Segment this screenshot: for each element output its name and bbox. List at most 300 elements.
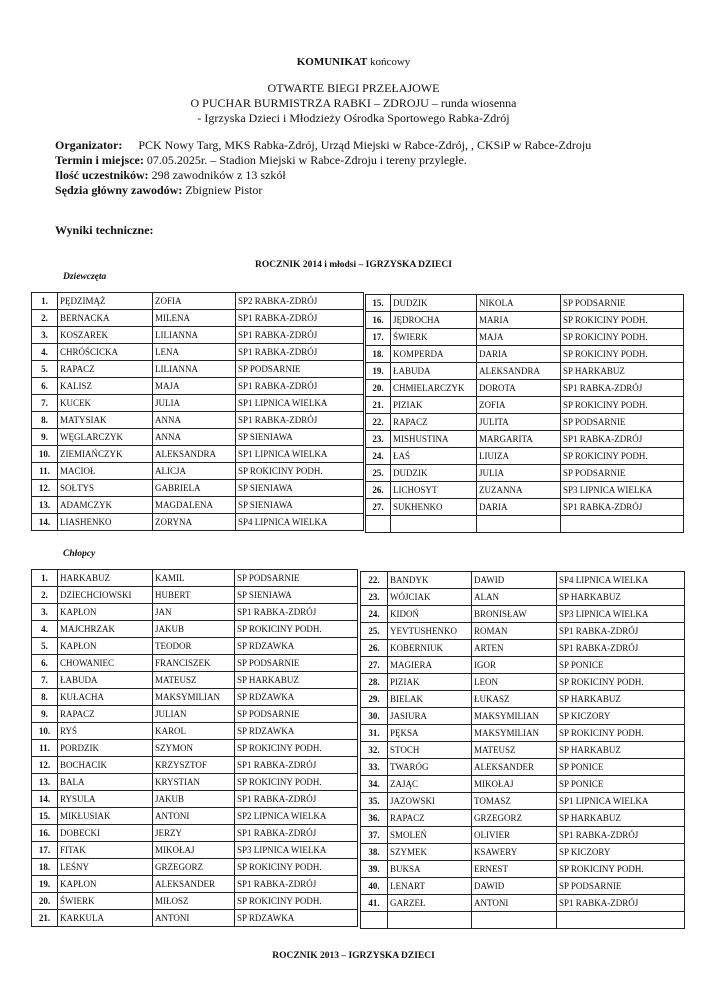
firstname-cell: ANTONI — [153, 808, 235, 825]
firstname-cell: ALEKSANDER — [153, 876, 235, 893]
table-row — [366, 329, 684, 346]
surname-cell: PORDZIK — [58, 740, 153, 757]
school-cell: SP3 LIPNICA WIELKA — [561, 482, 684, 499]
school-cell: SP HARKABUZ — [557, 810, 685, 827]
place-cell: 1. — [32, 570, 58, 587]
firstname-cell: MIKOŁAJ — [472, 776, 557, 793]
table-row — [366, 414, 684, 431]
place-cell: 24. — [366, 448, 391, 465]
firstname-cell: MATEUSZ — [153, 672, 235, 689]
school-cell: SP3 LIPNICA WIELKA — [557, 606, 685, 623]
table-row — [32, 327, 364, 344]
place-cell: 41. — [361, 895, 388, 912]
surname-cell: ŁAŚ — [391, 448, 477, 465]
school-cell: SP ROKICINY PODH. — [557, 674, 685, 691]
surname-cell: ŁABUDA — [58, 672, 153, 689]
table-row — [361, 623, 685, 640]
table-row — [361, 827, 685, 844]
table-row — [32, 514, 364, 531]
place-cell: 12. — [32, 757, 58, 774]
school-cell: SP1 RABKA-ZDRÓJ — [236, 412, 364, 429]
firstname-cell: ALEKSANDER — [472, 759, 557, 776]
table-row — [361, 572, 685, 589]
place-cell: 31. — [361, 725, 388, 742]
place-cell: 10. — [32, 723, 58, 740]
place-cell: 12. — [32, 480, 58, 497]
place-cell: 38. — [361, 844, 388, 861]
surname-cell: PIZIAK — [391, 397, 477, 414]
event-line-1: OTWARTE BIEGI PRZEŁAJOWE — [267, 81, 440, 95]
place-cell: 14. — [32, 791, 58, 808]
school-cell: SP PODSARNIE — [557, 878, 685, 895]
table-row — [32, 706, 358, 723]
school-cell: SP1 RABKA-ZDRÓJ — [236, 327, 364, 344]
results-heading: Wyniki techniczne: — [55, 223, 154, 237]
school-cell: SP ROKICINY PODH. — [561, 346, 684, 363]
place-cell: 13. — [32, 774, 58, 791]
place-cell: 35. — [361, 793, 388, 810]
firstname-cell: IGOR — [472, 657, 557, 674]
place-cell: 10. — [32, 446, 58, 463]
table-row — [361, 657, 685, 674]
table-row — [361, 844, 685, 861]
firstname-cell: JAKUB — [153, 621, 235, 638]
school-cell: SP1 RABKA-ZDRÓJ — [557, 640, 685, 657]
table-row — [32, 689, 358, 706]
table-row — [32, 723, 358, 740]
participants-line: Ilość uczestników: 298 zawodników z 13 szkół — [55, 168, 286, 182]
school-cell: SP1 LIPNICA WIELKA — [236, 395, 364, 412]
table-row — [32, 293, 364, 310]
firstname-cell: ALEKSANDRA — [477, 363, 561, 380]
school-cell: SP HARKABUZ — [557, 742, 685, 759]
firstname-cell — [472, 912, 557, 929]
surname-cell: JASIURA — [388, 708, 472, 725]
surname-cell: MAJCHRZAK — [58, 621, 153, 638]
firstname-cell: NIKOLA — [477, 295, 561, 312]
school-cell: SP HARKABUZ — [557, 691, 685, 708]
surname-cell: HARKABUZ — [58, 570, 153, 587]
place-cell: 17. — [32, 842, 58, 859]
surname-cell: KUCEK — [58, 395, 153, 412]
firstname-cell: LILIANNA — [153, 361, 236, 378]
place-cell: 26. — [361, 640, 388, 657]
school-cell: SP4 LIPNICA WIELKA — [236, 514, 364, 531]
surname-cell: RAPACZ — [388, 810, 472, 827]
firstname-cell: MAJA — [153, 378, 236, 395]
place-cell: 8. — [32, 689, 58, 706]
firstname-cell: KSAWERY — [472, 844, 557, 861]
surname-cell: LIASHENKO — [58, 514, 153, 531]
surname-cell: FITAK — [58, 842, 153, 859]
place-cell: 16. — [366, 312, 391, 329]
school-cell: SP PODSARNIE — [561, 295, 684, 312]
school-cell: SP SIENIAWA — [236, 497, 364, 514]
surname-cell: RYSULA — [58, 791, 153, 808]
surname-cell: MISHUSTINA — [391, 431, 477, 448]
surname-cell: KAPŁON — [58, 638, 153, 655]
table-row — [361, 759, 685, 776]
table-row — [361, 606, 685, 623]
surname-cell: WÓJCIAK — [388, 589, 472, 606]
firstname-cell: JULIAN — [153, 706, 235, 723]
school-cell: SP ROKICINY PODH. — [557, 861, 685, 878]
firstname-cell: ZOFIA — [153, 293, 236, 310]
firstname-cell: ANTONI — [472, 895, 557, 912]
surname-cell: PĘDZIMĄŻ — [58, 293, 153, 310]
girls-label: Dziewczęta — [63, 272, 107, 282]
place-cell: 20. — [32, 893, 58, 910]
place-cell: 3. — [32, 327, 58, 344]
table-row — [32, 412, 364, 429]
table-row — [32, 310, 364, 327]
firstname-cell: TEODOR — [153, 638, 235, 655]
surname-cell: SUKHENKO — [391, 499, 477, 516]
surname-cell: KOMPERDA — [391, 346, 477, 363]
table-row — [32, 808, 358, 825]
place-cell: 8. — [32, 412, 58, 429]
surname-cell: ADAMCZYK — [58, 497, 153, 514]
surname-cell: BUKSA — [388, 861, 472, 878]
surname-cell: MACIOŁ — [58, 463, 153, 480]
firstname-cell: ZOFIA — [477, 397, 561, 414]
table-row — [361, 742, 685, 759]
place-cell: 36. — [361, 810, 388, 827]
place-cell: 30. — [361, 708, 388, 725]
school-cell: SP PONICE — [557, 776, 685, 793]
place-cell: 4. — [32, 344, 58, 361]
firstname-cell: MAKSYMILIAN — [472, 708, 557, 725]
surname-cell: GARZEŁ — [388, 895, 472, 912]
table-row — [361, 776, 685, 793]
surname-cell: ŚWIERK — [58, 893, 153, 910]
firstname-cell: ARTEN — [472, 640, 557, 657]
table-row — [366, 482, 684, 499]
school-cell: SP ROKICINY PODH. — [561, 397, 684, 414]
table-row — [361, 861, 685, 878]
school-cell: SP4 LIPNICA WIELKA — [557, 572, 685, 589]
table-row — [366, 295, 684, 312]
table-row — [32, 604, 358, 621]
girls-results-table-right — [365, 294, 684, 533]
firstname-cell: DARIA — [477, 346, 561, 363]
place-cell: 29. — [361, 691, 388, 708]
table-row — [32, 361, 364, 378]
firstname-cell: TOMASZ — [472, 793, 557, 810]
school-cell: SP ROKICINY PODH. — [557, 725, 685, 742]
place-cell: 3. — [32, 604, 58, 621]
surname-cell: BANDYK — [388, 572, 472, 589]
firstname-cell: MILENA — [153, 310, 236, 327]
table-row — [32, 429, 364, 446]
place-cell: 9. — [32, 706, 58, 723]
place-cell: 24. — [361, 606, 388, 623]
surname-cell: JĘDROCHA — [391, 312, 477, 329]
school-cell: SP PODSARNIE — [235, 706, 358, 723]
place-cell: 20. — [366, 380, 391, 397]
firstname-cell: JULIA — [153, 395, 236, 412]
girls-results-table-left — [31, 292, 364, 531]
school-cell: SP PONICE — [557, 657, 685, 674]
firstname-cell: ŁUKASZ — [472, 691, 557, 708]
table-row — [32, 740, 358, 757]
surname-cell: TWARÓG — [388, 759, 472, 776]
surname-cell: BERNACKA — [58, 310, 153, 327]
school-cell: SP SIENIAWA — [235, 587, 358, 604]
firstname-cell: KRYSTIAN — [153, 774, 235, 791]
surname-cell: RAPACZ — [391, 414, 477, 431]
surname-cell: KALISZ — [58, 378, 153, 395]
place-cell: 5. — [32, 638, 58, 655]
place-cell: 21. — [366, 397, 391, 414]
category-heading-2014: ROCZNIK 2014 i młodsi – IGRZYSKA DZIECI — [255, 260, 452, 270]
table-row — [32, 587, 358, 604]
firstname-cell: MAJA — [477, 329, 561, 346]
school-cell: SP1 RABKA-ZDRÓJ — [557, 827, 685, 844]
place-cell: 22. — [361, 572, 388, 589]
surname-cell: MAGIERA — [388, 657, 472, 674]
organizer-line: Organizator: PCK Nowy Targ, MKS Rabka-Zdrój, Urząd Miejski w Rabce-Zdrój, , CKSiP w Rabce-Zdroju — [55, 138, 592, 152]
school-cell — [557, 912, 685, 929]
place-cell: 18. — [32, 859, 58, 876]
firstname-cell: LENA — [153, 344, 236, 361]
table-row — [32, 463, 364, 480]
place-cell: 19. — [366, 363, 391, 380]
place-cell: 6. — [32, 655, 58, 672]
surname-cell — [388, 912, 472, 929]
surname-cell: KIDOŃ — [388, 606, 472, 623]
place-cell: 15. — [366, 295, 391, 312]
table-row — [366, 516, 684, 533]
table-row — [32, 621, 358, 638]
firstname-cell: MAGDALENA — [153, 497, 236, 514]
table-row — [366, 499, 684, 516]
surname-cell: BALA — [58, 774, 153, 791]
school-cell: SP1 RABKA-ZDRÓJ — [561, 431, 684, 448]
surname-cell: KAPŁON — [58, 876, 153, 893]
school-cell: SP RDZAWKA — [235, 689, 358, 706]
event-line-2: O PUCHAR BURMISTRZA RABKI – ZDROJU – runda wiosenna — [190, 96, 517, 110]
school-cell: SP1 RABKA-ZDRÓJ — [557, 623, 685, 640]
table-row — [361, 691, 685, 708]
table-row — [32, 893, 358, 910]
place-cell: 25. — [366, 465, 391, 482]
table-row — [361, 878, 685, 895]
table-row — [32, 842, 358, 859]
school-cell: SP1 RABKA-ZDRÓJ — [557, 895, 685, 912]
firstname-cell: ALICJA — [153, 463, 236, 480]
firstname-cell: JULIA — [477, 465, 561, 482]
place-cell — [366, 516, 391, 533]
table-row — [32, 774, 358, 791]
table-row — [32, 910, 358, 927]
school-cell: SP RDZAWKA — [235, 638, 358, 655]
school-cell: SP1 RABKA-ZDRÓJ — [235, 791, 358, 808]
boys-label: Chłopcy — [63, 549, 96, 559]
firstname-cell: GRZEGORZ — [472, 810, 557, 827]
school-cell: SP SIENIAWA — [236, 480, 364, 497]
place-cell: 19. — [32, 876, 58, 893]
place-cell: 27. — [361, 657, 388, 674]
firstname-cell: DAWID — [472, 572, 557, 589]
school-cell: SP1 RABKA-ZDRÓJ — [236, 344, 364, 361]
place-cell: 15. — [32, 808, 58, 825]
place-cell: 26. — [366, 482, 391, 499]
firstname-cell: GABRIELA — [153, 480, 236, 497]
table-row — [361, 895, 685, 912]
table-row — [361, 793, 685, 810]
firstname-cell: KRZYSZTOF — [153, 757, 235, 774]
table-row — [366, 465, 684, 482]
table-row — [32, 344, 364, 361]
table-row — [32, 655, 358, 672]
firstname-cell: SZYMON — [153, 740, 235, 757]
firstname-cell: ZORYNA — [153, 514, 236, 531]
category-heading-2013: ROCZNIK 2013 – IGRZYSKA DZIECI — [272, 951, 435, 961]
table-row — [366, 346, 684, 363]
surname-cell: LEŚNY — [58, 859, 153, 876]
firstname-cell: ERNEST — [472, 861, 557, 878]
surname-cell: CHMIELARCZYK — [391, 380, 477, 397]
firstname-cell: DAWID — [472, 878, 557, 895]
table-row — [32, 672, 358, 689]
place-cell: 23. — [361, 589, 388, 606]
school-cell: SP2 LIPNICA WIELKA — [235, 808, 358, 825]
firstname-cell: DARIA — [477, 499, 561, 516]
surname-cell: CHOWANIEC — [58, 655, 153, 672]
school-cell: SP1 LIPNICA WIELKA — [557, 793, 685, 810]
school-cell: SP1 RABKA-ZDRÓJ — [235, 825, 358, 842]
place-cell: 27. — [366, 499, 391, 516]
firstname-cell: JAKUB — [153, 791, 235, 808]
place-cell: 23. — [366, 431, 391, 448]
school-cell: SP HARKABUZ — [235, 672, 358, 689]
table-row — [366, 363, 684, 380]
surname-cell: DUDZIK — [391, 295, 477, 312]
school-cell: SP PONICE — [557, 759, 685, 776]
school-cell: SP ROKICINY PODH. — [236, 463, 364, 480]
surname-cell: RYŚ — [58, 723, 153, 740]
surname-cell: WĘGLARCZYK — [58, 429, 153, 446]
firstname-cell: LIUIZA — [477, 448, 561, 465]
place-cell: 2. — [32, 310, 58, 327]
firstname-cell: JULITA — [477, 414, 561, 431]
surname-cell: SMOLEŃ — [388, 827, 472, 844]
firstname-cell: ZUZANNA — [477, 482, 561, 499]
place-cell: 14. — [32, 514, 58, 531]
firstname-cell: ANNA — [153, 412, 236, 429]
place-cell: 40. — [361, 878, 388, 895]
school-cell: SP1 RABKA-ZDRÓJ — [561, 380, 684, 397]
table-row — [361, 640, 685, 657]
place-cell: 11. — [32, 463, 58, 480]
firstname-cell: HUBERT — [153, 587, 235, 604]
school-cell: SP RDZAWKA — [235, 910, 358, 927]
place-cell: 33. — [361, 759, 388, 776]
place-cell: 1. — [32, 293, 58, 310]
place-cell: 2. — [32, 587, 58, 604]
firstname-cell: MIŁOSZ — [153, 893, 235, 910]
school-cell: SP3 LIPNICA WIELKA — [235, 842, 358, 859]
place-cell: 7. — [32, 672, 58, 689]
table-row — [366, 448, 684, 465]
school-cell: SP PODSARNIE — [236, 361, 364, 378]
place-cell: 17. — [366, 329, 391, 346]
boys-results-table-right — [360, 571, 685, 929]
table-row — [361, 810, 685, 827]
table-row — [32, 791, 358, 808]
school-cell: SP ROKICINY PODH. — [235, 621, 358, 638]
surname-cell: KAPŁON — [58, 604, 153, 621]
surname-cell: BIELAK — [388, 691, 472, 708]
table-row — [361, 708, 685, 725]
table-row — [32, 395, 364, 412]
place-cell: 37. — [361, 827, 388, 844]
place-cell: 5. — [32, 361, 58, 378]
place-cell: 32. — [361, 742, 388, 759]
school-cell: SP1 RABKA-ZDRÓJ — [236, 310, 364, 327]
surname-cell: CHRÓŚCICKA — [58, 344, 153, 361]
surname-cell: ŚWIERK — [391, 329, 477, 346]
school-cell: SP PODSARNIE — [235, 655, 358, 672]
date-line: Termin i miejsce: 07.05.2025r. – Stadion Miejski w Rabce-Zdroju i tereny przyległe. — [55, 153, 467, 167]
surname-cell: SZYMEK — [388, 844, 472, 861]
school-cell: SP1 RABKA-ZDRÓJ — [235, 604, 358, 621]
place-cell: 6. — [32, 378, 58, 395]
place-cell: 28. — [361, 674, 388, 691]
place-cell: 9. — [32, 429, 58, 446]
place-cell: 11. — [32, 740, 58, 757]
table-row — [32, 497, 364, 514]
document-title: KOMUNIKAT końcowy — [296, 56, 411, 68]
table-row — [32, 446, 364, 463]
surname-cell: JAZOWSKI — [388, 793, 472, 810]
surname-cell: SOŁTYS — [58, 480, 153, 497]
school-cell: SP HARKABUZ — [561, 363, 684, 380]
firstname-cell: MARGARITA — [477, 431, 561, 448]
surname-cell: DOBECKI — [58, 825, 153, 842]
surname-cell — [391, 516, 477, 533]
place-cell: 18. — [366, 346, 391, 363]
school-cell: SP PODSARNIE — [235, 570, 358, 587]
place-cell: 25. — [361, 623, 388, 640]
table-row — [361, 589, 685, 606]
firstname-cell: ANTONI — [153, 910, 235, 927]
firstname-cell: LILIANNA — [153, 327, 236, 344]
surname-cell: ŁABUDA — [391, 363, 477, 380]
table-row — [361, 725, 685, 742]
table-row — [32, 757, 358, 774]
school-cell: SP ROKICINY PODH. — [235, 740, 358, 757]
table-row — [361, 674, 685, 691]
firstname-cell: JAN — [153, 604, 235, 621]
firstname-cell: KAMIL — [153, 570, 235, 587]
surname-cell: DUDZIK — [391, 465, 477, 482]
surname-cell: RAPACZ — [58, 706, 153, 723]
school-cell: SP2 RABKA-ZDRÓJ — [236, 293, 364, 310]
school-cell: SP1 LIPNICA WIELKA — [236, 446, 364, 463]
school-cell: SP ROKICINY PODH. — [235, 859, 358, 876]
place-cell: 4. — [32, 621, 58, 638]
surname-cell: YEVTUSHENKO — [388, 623, 472, 640]
firstname-cell: OLIVIER — [472, 827, 557, 844]
surname-cell: MATYSIAK — [58, 412, 153, 429]
school-cell: SP1 RABKA-ZDRÓJ — [236, 378, 364, 395]
surname-cell: RAPACZ — [58, 361, 153, 378]
surname-cell: PIZIAK — [388, 674, 472, 691]
table-row — [361, 912, 685, 929]
school-cell: SP PODSARNIE — [561, 414, 684, 431]
